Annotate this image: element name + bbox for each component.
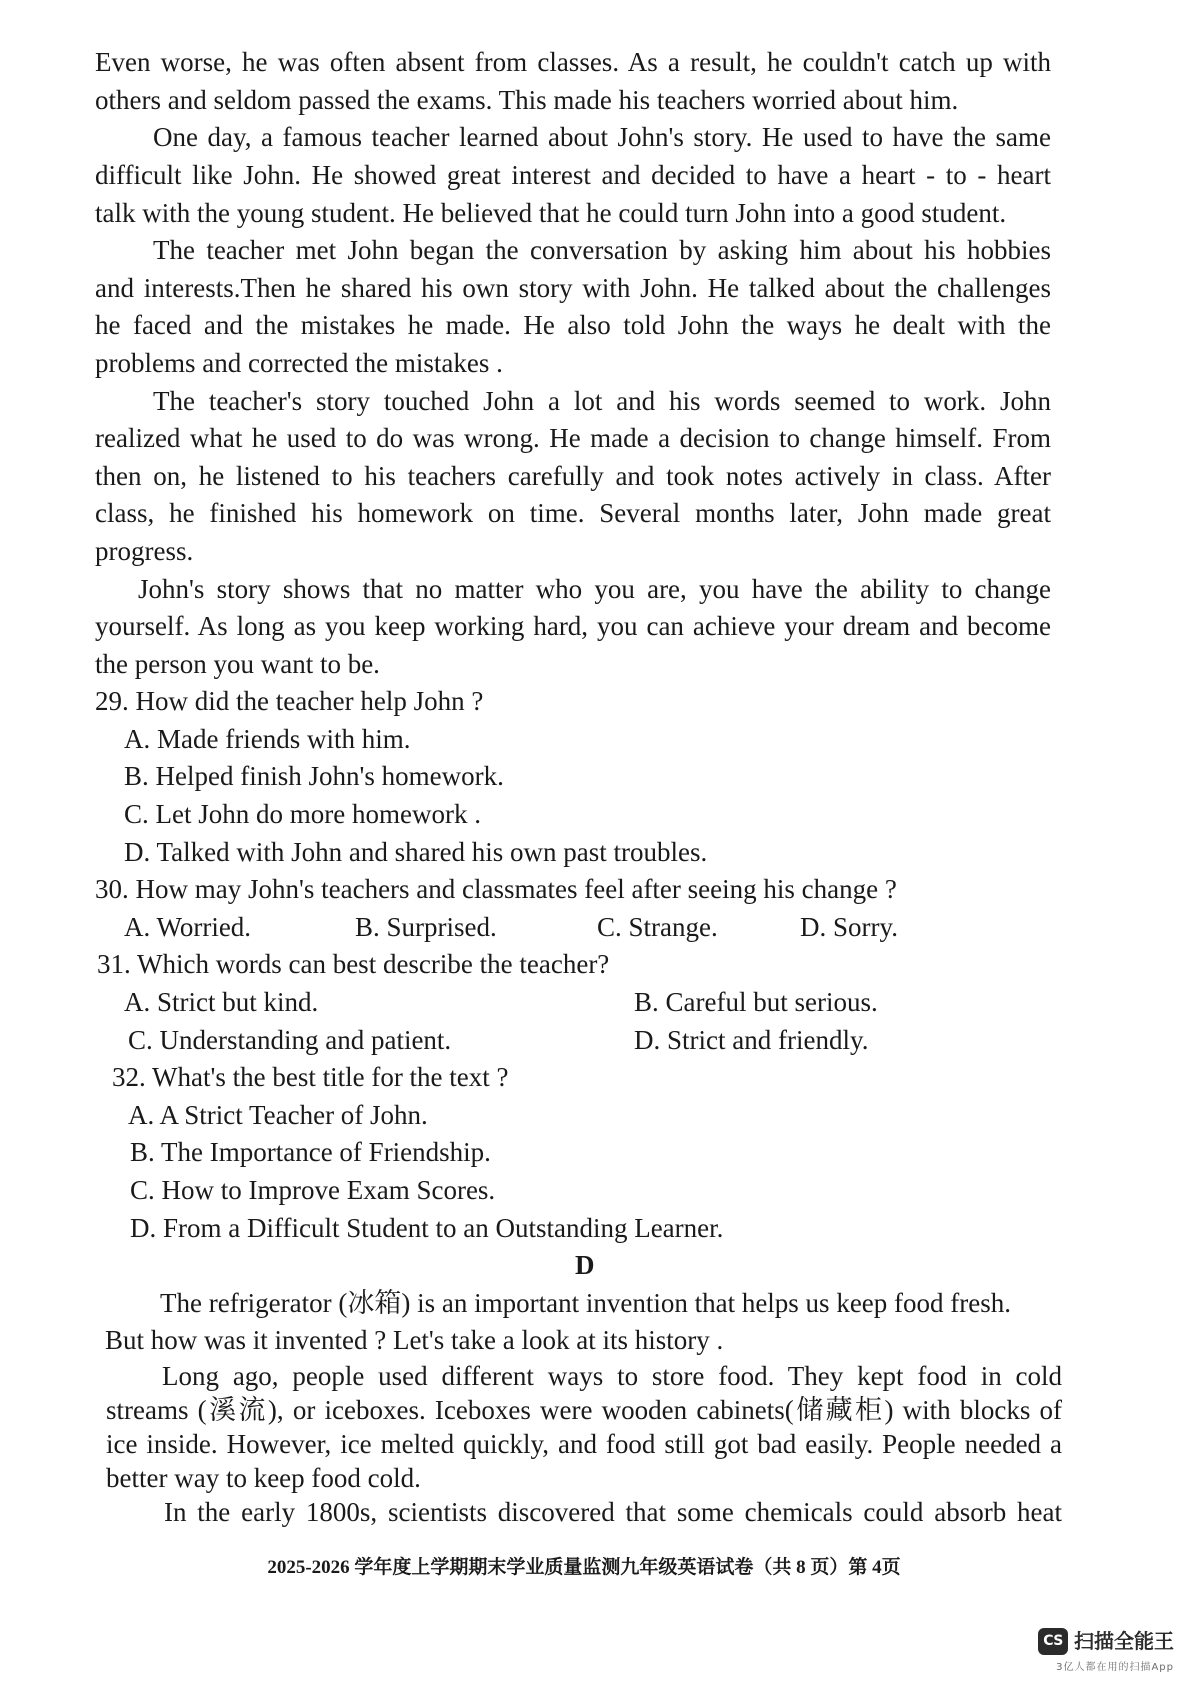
option-c: C. How to Improve Exam Scores. bbox=[130, 1175, 496, 1205]
question-30 bbox=[0, 871, 1190, 946]
paragraph bbox=[0, 1285, 1190, 1360]
option-a: A. A Strict Teacher of John. bbox=[128, 1099, 428, 1130]
option-c: C. Strange. bbox=[597, 911, 718, 942]
option-b: B. Helped finish John's homework. bbox=[124, 761, 504, 792]
paragraph bbox=[0, 44, 1190, 119]
paragraph bbox=[0, 1495, 1190, 1529]
option-a: A. Made friends with him. bbox=[124, 723, 411, 754]
section-heading: D bbox=[575, 1250, 595, 1281]
paragraph bbox=[0, 232, 1190, 382]
passage-line: difficult like John. He showed great interest and decided to have a heart - to - heart bbox=[95, 159, 1051, 190]
options-row bbox=[0, 1022, 1190, 1060]
option-b: B. Careful but serious. bbox=[634, 987, 878, 1018]
passage-line: Long ago, people used different ways to store food. They kept food in cold bbox=[162, 1361, 1062, 1391]
question-stem: 30. How may John's teachers and classmates feel after seeing his change ? bbox=[95, 874, 897, 905]
option-d: D. Strict and friendly. bbox=[634, 1024, 869, 1055]
question-stem: 31. Which words can best describe the teacher? bbox=[97, 949, 610, 980]
passage-line: the person you want to be. bbox=[95, 648, 380, 679]
passage-line: yourself. As long as you keep working hard, you can achieve your dream and become bbox=[95, 611, 1051, 642]
passage-line: others and seldom passed the exams. This made his teachers worried about him. bbox=[95, 84, 959, 115]
option-b: B. The Importance of Friendship. bbox=[130, 1137, 491, 1168]
paragraph bbox=[0, 119, 1190, 232]
paragraph bbox=[0, 571, 1190, 684]
passage-line: One day, a famous teacher learned about John's story. He used to have the same bbox=[153, 122, 1051, 153]
question-31 bbox=[0, 946, 1190, 1059]
option-d: D. From a Difficult Student to an Outstanding Learner. bbox=[130, 1212, 724, 1243]
passage-line: John's story shows that no matter who you are, you have the ability to change bbox=[138, 573, 1051, 604]
passage-line: class, he finished his homework on time. Several months later, John made great bbox=[95, 498, 1051, 529]
paragraph bbox=[0, 1359, 1190, 1495]
watermark-brand: 扫描全能王 bbox=[1074, 1629, 1174, 1653]
passage-line: better way to keep food cold. bbox=[106, 1463, 421, 1493]
watermark-tagline: 3亿人都在用的扫描App bbox=[1056, 1662, 1174, 1673]
option-c: C. Understanding and patient. bbox=[128, 1024, 452, 1055]
passage-line: progress. bbox=[95, 535, 194, 566]
scanner-watermark bbox=[1038, 1627, 1174, 1655]
question-29 bbox=[0, 683, 1190, 871]
passage-line: he faced and the mistakes he made. He also told John the ways he dealt with the bbox=[95, 310, 1051, 341]
passage-line: Even worse, he was often absent from classes. As a result, he couldn't catch up with bbox=[95, 47, 1051, 78]
option-b: B. Surprised. bbox=[355, 911, 497, 942]
question-stem: 32. What's the best title for the text ? bbox=[112, 1062, 509, 1093]
option-d: D. Sorry. bbox=[800, 911, 898, 942]
option-c: C. Let John do more homework . bbox=[124, 799, 481, 830]
page-footer: 2025-2026 学年度上学期期末学业质量监测九年级英语试卷（共 8 页）第 4页 bbox=[267, 1557, 901, 1578]
passage-d-body bbox=[0, 1359, 1190, 1529]
passage-line: realized what he used to do was wrong. He made a decision to change himself. From bbox=[95, 423, 1051, 454]
passage-line: ice inside. However, ice melted quickly, and food still got bad easily. People needed a bbox=[106, 1429, 1062, 1459]
options-row bbox=[0, 984, 1190, 1022]
options-row bbox=[0, 909, 1190, 947]
passage-line: problems and corrected the mistakes . bbox=[95, 347, 503, 378]
passage-line: But how was it invented ? Let's take a look at its history . bbox=[105, 1325, 724, 1356]
passage-line: The teacher's story touched John a lot and his words seemed to work. John bbox=[153, 385, 1051, 416]
passage-line: and interests.Then he shared his own story with John. He talked about the challenges bbox=[95, 272, 1051, 303]
option-a: A. Worried. bbox=[124, 911, 252, 942]
passage-line: then on, he listened to his teachers carefully and took notes actively in class. After bbox=[95, 460, 1051, 491]
option-d: D. Talked with John and shared his own past troubles. bbox=[124, 836, 708, 867]
option-a: A. Strict but kind. bbox=[124, 987, 319, 1018]
question-32 bbox=[0, 1059, 1190, 1247]
question-stem: 29. How did the teacher help John ? bbox=[95, 686, 484, 717]
passage-line: In the early 1800s, scientists discovered that some chemicals could absorb heat bbox=[164, 1497, 1062, 1527]
passage-line: The refrigerator (冰箱) is an important invention that helps us keep food fresh. bbox=[160, 1287, 1012, 1318]
camscanner-logo-icon: CS bbox=[1038, 1628, 1068, 1655]
passage-line: talk with the young student. He believed that he could turn John into a good student. bbox=[95, 197, 1007, 228]
exam-page-body bbox=[0, 44, 1190, 1360]
passage-line: The teacher met John began the conversation by asking him about his hobbies bbox=[153, 235, 1051, 266]
passage-line: streams (溪流), or iceboxes. Iceboxes were wooden cabinets(储藏柜) with blocks of bbox=[106, 1395, 1062, 1425]
paragraph bbox=[0, 383, 1190, 571]
